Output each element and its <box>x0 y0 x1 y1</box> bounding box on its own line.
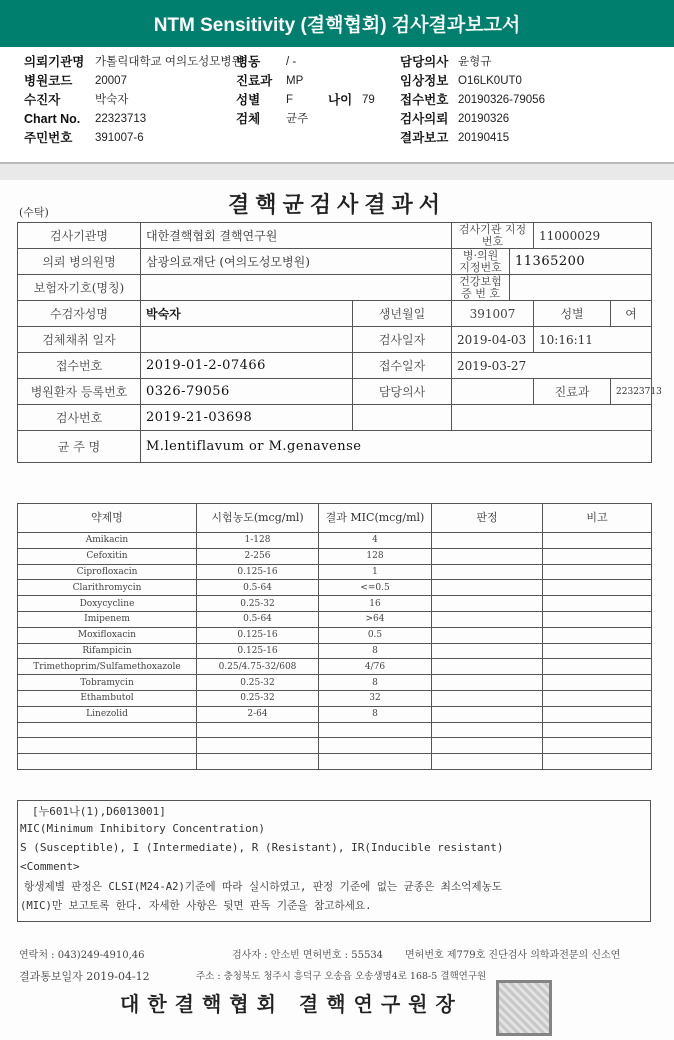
copy-mark: (수탁) <box>19 206 49 219</box>
table-row <box>18 754 652 770</box>
drug-name: Imipenem <box>18 611 197 627</box>
test-range: 0.5-64 <box>197 611 319 627</box>
hosp-reg-label: 병원환자 등록번호 <box>18 379 141 405</box>
test-range: 0.5-64 <box>197 580 319 596</box>
hosp-reg-value: 0326-79056 <box>141 379 353 405</box>
separator <box>0 164 674 180</box>
mic-value: 4/76 <box>319 659 432 675</box>
chart-value: 22323713 <box>95 113 147 125</box>
age-label: 나이 <box>328 93 353 107</box>
footer-license: 면허번호 제779호 진단검사 의학과전문의 신소연 <box>405 950 621 961</box>
collect-date-label: 검체채취 일자 <box>18 327 141 353</box>
req-hosp-label: 의뢰 병의원명 <box>18 249 141 275</box>
test-range <box>197 754 319 770</box>
table-row <box>18 675 652 691</box>
age-value: 79 <box>362 94 375 106</box>
table-row <box>18 611 652 627</box>
comment-legend: S (Susceptible), I (Intermediate), R (Resistant), IR(Inducible resistant) <box>20 841 504 854</box>
hospital-code-label: 병원코드 <box>24 74 73 88</box>
test-range: 2-64 <box>197 706 319 722</box>
lab-name-value: 대한결핵협회 결핵연구원 <box>141 223 452 249</box>
scanned-document <box>0 180 674 1040</box>
institution-value: 가톨릭대학교 여의도성모병원 <box>95 56 243 68</box>
mic-value: 8 <box>319 675 432 691</box>
test-time-value: 10:16:11 <box>534 327 652 353</box>
specimen-value: 균주 <box>286 113 309 125</box>
judgement <box>432 564 543 580</box>
document-title: 결핵균검사결과서 <box>227 192 447 218</box>
remark <box>543 675 652 691</box>
sex-value: 여 <box>611 301 652 327</box>
drug-name: Ethambutol <box>18 690 197 706</box>
remark <box>543 533 652 549</box>
remark <box>543 564 652 580</box>
institution-label: 의뢰기관명 <box>24 55 85 69</box>
sex-label: 성별 <box>534 301 611 327</box>
table-row <box>18 627 652 643</box>
dept-value: 22323713 <box>611 379 652 405</box>
remark <box>543 754 652 770</box>
insurance-card-value <box>510 275 652 301</box>
judgement <box>432 533 543 549</box>
official-seal-icon <box>496 980 552 1036</box>
mic-value <box>319 754 432 770</box>
judgement <box>432 690 543 706</box>
judgement <box>432 722 543 738</box>
remark <box>543 738 652 754</box>
test-range: 0.25-32 <box>197 596 319 612</box>
header-drug: 약제명 <box>18 504 197 533</box>
drug-name: Ciprofloxacin <box>18 564 197 580</box>
table-row <box>18 690 652 706</box>
physician-value <box>452 379 534 405</box>
test-range: 0.125-16 <box>197 564 319 580</box>
receipt-label: 접수번호 <box>400 93 449 107</box>
table-row <box>18 738 652 754</box>
table-row <box>18 596 652 612</box>
footer-notify-date: 결과통보일자 2019-04-12 <box>19 970 150 983</box>
lab-desig-value: 11000029 <box>534 223 652 249</box>
id-label: 주민번호 <box>24 131 73 145</box>
test-range: 2-256 <box>197 548 319 564</box>
test-date-value: 2019-04-03 <box>452 327 534 353</box>
judgement <box>432 580 543 596</box>
header-judgement: 판정 <box>432 504 543 533</box>
judgement <box>432 548 543 564</box>
remark <box>543 722 652 738</box>
table-row <box>18 722 652 738</box>
dept-label: 진료과 <box>236 74 273 88</box>
test-no-label: 검사번호 <box>18 405 141 431</box>
comment-text1: 항생제별 판정은 CLSI(M24-A2)기준에 따라 실시하였고, 판정 기준에 없는 균종은 최소억제농도 <box>24 881 503 893</box>
test-range: 0.125-16 <box>197 627 319 643</box>
report-header <box>0 47 674 164</box>
drug-name: Cefoxitin <box>18 548 197 564</box>
mic-value <box>319 722 432 738</box>
drug-name <box>18 722 197 738</box>
comment-mic: MIC(Minimum Inhibitory Concentration) <box>20 822 266 835</box>
mic-value: 0.5 <box>319 627 432 643</box>
judgement <box>432 754 543 770</box>
footer-inspector: 검사자 : 안소빈 면허번호 : 55534 <box>232 950 384 961</box>
table-row <box>18 564 652 580</box>
test-range: 0.25-32 <box>197 690 319 706</box>
doctor-value: 윤형규 <box>458 56 492 68</box>
test-range <box>197 722 319 738</box>
physician-label: 담당의사 <box>353 379 452 405</box>
lab-name-label: 검사기관명 <box>18 223 141 249</box>
sex-value: F <box>286 94 294 106</box>
table-row <box>18 659 652 675</box>
test-range: 0.25-32 <box>197 675 319 691</box>
test-no-value: 2019-21-03698 <box>141 405 353 431</box>
footer-contact: 연락처 : 043)249-4910,46 <box>19 950 145 961</box>
receipt-value: 20190326-79056 <box>458 94 545 106</box>
dept-label: 진료과 <box>534 379 611 405</box>
remark <box>543 580 652 596</box>
drug-name: Doxycycline <box>18 596 197 612</box>
remark <box>543 706 652 722</box>
remark <box>543 611 652 627</box>
comment-tag: <Comment> <box>20 860 80 873</box>
clinical-label: 임상정보 <box>400 74 449 88</box>
ward-label: 병동 <box>236 55 261 69</box>
chart-label: Chart No. <box>24 112 81 126</box>
judgement <box>432 706 543 722</box>
clinical-value: O16LK0UT0 <box>458 75 522 87</box>
receipt-date-label: 접수일자 <box>353 353 452 379</box>
hosp-desig-value: 11365200 <box>510 249 652 275</box>
patient-value: 박숙자 <box>95 94 129 106</box>
test-range <box>197 738 319 754</box>
test-no-extra <box>353 405 452 431</box>
judgement <box>432 643 543 659</box>
dept-value: MP <box>286 75 304 87</box>
drug-name: Rifampicin <box>18 643 197 659</box>
lab-desig-label: 검사기관 지정번호 <box>452 223 534 249</box>
remark <box>543 690 652 706</box>
drug-name: Tobramycin <box>18 675 197 691</box>
sex-label: 성별 <box>236 93 261 107</box>
drug-name <box>18 754 197 770</box>
birth-value: 391007 <box>452 301 534 327</box>
comment-box <box>17 800 651 922</box>
judgement <box>432 675 543 691</box>
mic-value <box>319 738 432 754</box>
hosp-desig-label: 병·의원 지정번호 <box>452 249 510 275</box>
receipt-date-value: 2019-03-27 <box>452 353 652 379</box>
patient-name-value: 박숙자 <box>141 301 353 327</box>
remark <box>543 627 652 643</box>
comment-code: [누601나(1),D6013001] <box>32 805 166 818</box>
strain-value: M.lentiflavum or M.genavense <box>141 431 652 463</box>
test-no-blank <box>452 405 652 431</box>
drug-name: Clarithromycin <box>18 580 197 596</box>
insurance-card-label: 건강보험 증 번 호 <box>452 275 510 301</box>
doctor-label: 담당의사 <box>400 55 449 69</box>
request-value: 20190326 <box>458 113 510 125</box>
insurance-value <box>141 275 452 301</box>
hospital-code-value: 20007 <box>95 75 127 87</box>
test-range: 1-128 <box>197 533 319 549</box>
mic-value: 128 <box>319 548 432 564</box>
judgement <box>432 627 543 643</box>
mic-value: 4 <box>319 533 432 549</box>
patient-label: 수진자 <box>24 93 61 107</box>
page-title: NTM Sensitivity (결핵협회) 검사결과보고서 <box>0 0 674 47</box>
mic-value: 8 <box>319 706 432 722</box>
id-value: 391007-6 <box>95 132 144 144</box>
drug-name: Trimethoprim/Sulfamethoxazole <box>18 659 197 675</box>
remark <box>543 659 652 675</box>
judgement <box>432 659 543 675</box>
remark <box>543 643 652 659</box>
mic-value: 8 <box>319 643 432 659</box>
drug-name: Moxifloxacin <box>18 627 197 643</box>
test-date-label: 검사일자 <box>353 327 452 353</box>
drug-name <box>18 738 197 754</box>
strain-label: 균 주 명 <box>18 431 141 463</box>
receipt-value: 2019-01-2-07466 <box>141 353 353 379</box>
footer-address: 주소 : 충청북도 청주시 흥덕구 오송읍 오송생명4로 168-5 결핵연구원 <box>196 971 487 982</box>
mic-value: >64 <box>319 611 432 627</box>
drug-table <box>17 503 652 770</box>
organization-name: 대한결핵협회 결핵연구원장 <box>120 992 463 1016</box>
remark <box>543 596 652 612</box>
request-label: 검사의뢰 <box>400 112 449 126</box>
header-range: 시험농도(mcg/ml) <box>197 504 319 533</box>
ward-value: / - <box>286 56 297 68</box>
table-row <box>18 548 652 564</box>
mic-value: 16 <box>319 596 432 612</box>
mic-value: 1 <box>319 564 432 580</box>
comment-text2: (MIC)만 보고토록 한다. 자세한 사항은 뒷면 판독 기준을 참고하세요. <box>20 900 372 912</box>
table-row <box>18 643 652 659</box>
header-remark: 비고 <box>543 504 652 533</box>
report-label: 결과보고 <box>400 131 449 145</box>
mic-value: 32 <box>319 690 432 706</box>
report-value: 20190415 <box>458 132 510 144</box>
judgement <box>432 738 543 754</box>
table-row <box>18 533 652 549</box>
insurance-label: 보험자기호(명칭) <box>18 275 141 301</box>
req-hosp-value: 삼광의료재단 (여의도성모병원) <box>141 249 452 275</box>
test-range: 0.125-16 <box>197 643 319 659</box>
drug-name: Amikacin <box>18 533 197 549</box>
collect-date-value <box>141 327 353 353</box>
mic-value: <=0.5 <box>319 580 432 596</box>
table-row <box>18 706 652 722</box>
patient-name-label: 수검자성명 <box>18 301 141 327</box>
remark <box>543 548 652 564</box>
specimen-label: 검체 <box>236 112 261 126</box>
judgement <box>432 596 543 612</box>
header-mic: 결과 MIC(mcg/ml) <box>319 504 432 533</box>
birth-label: 생년월일 <box>353 301 452 327</box>
receipt-label: 접수번호 <box>18 353 141 379</box>
drug-name: Linezolid <box>18 706 197 722</box>
info-table <box>17 222 662 463</box>
judgement <box>432 611 543 627</box>
table-row <box>18 580 652 596</box>
test-range: 0.25/4.75-32/608 <box>197 659 319 675</box>
